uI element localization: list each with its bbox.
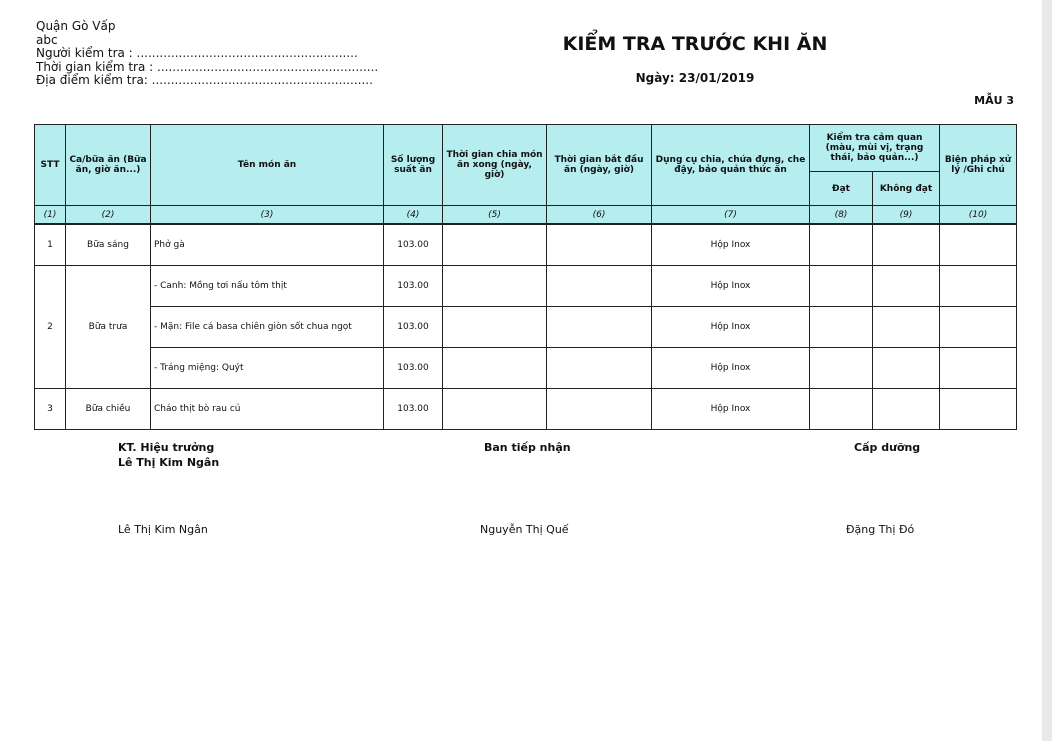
place-dots: .......................................................... (151, 73, 373, 87)
dish-cell: Phở gà (151, 224, 384, 266)
time-line (36, 61, 378, 75)
dish-cell: - Tráng miệng: Quýt (151, 348, 384, 389)
index-cell: (2) (66, 206, 151, 225)
col-pass: Đạt (810, 172, 873, 206)
index-row (35, 206, 1017, 225)
header-info (36, 20, 378, 88)
meal-cell: Bữa chiều (66, 389, 151, 430)
qty-cell: 103.00 (384, 224, 443, 266)
serve-time-cell (443, 307, 547, 348)
index-cell: (4) (384, 206, 443, 225)
meal-cell: Bữa trưa (66, 266, 151, 389)
time-dots: .......................................................... (157, 59, 379, 74)
start-time-cell (547, 307, 652, 348)
tools-cell: Hộp Inox (652, 307, 810, 348)
dish-cell: - Mặn: File cá basa chiên giòn sốt chua ngọt (151, 307, 384, 348)
col-stt: STT (35, 125, 66, 206)
index-cell: (3) (151, 206, 384, 225)
dish-cell: - Canh: Mồng tơi nấu tôm thịt (151, 266, 384, 307)
qty-cell: 103.00 (384, 348, 443, 389)
header-row-1 (35, 125, 1017, 172)
meal-cell: Bữa sáng (66, 224, 151, 266)
tools-cell: Hộp Inox (652, 348, 810, 389)
page-title: KIỂM TRA TRƯỚC KHI ĂN (562, 33, 828, 55)
fail-cell (873, 224, 940, 266)
action-cell (940, 224, 1017, 266)
start-time-cell (547, 266, 652, 307)
col-start-time: Thời gian bắt đầu ăn (ngày, giờ) (547, 125, 652, 206)
index-cell: (8) (810, 206, 873, 225)
fail-cell (873, 266, 940, 307)
fail-cell (873, 307, 940, 348)
principal-name: Lê Thị Kim Ngân (118, 523, 208, 536)
col-dish: Tên món ăn (151, 125, 384, 206)
serve-time-cell (443, 389, 547, 430)
inspector-label: Người kiểm tra : (36, 46, 133, 60)
cook-name: Đặng Thị Đó (846, 523, 915, 536)
index-cell: (7) (652, 206, 810, 225)
qty-cell: 103.00 (384, 307, 443, 348)
pass-cell (810, 266, 873, 307)
index-cell: (10) (940, 206, 1017, 225)
pass-cell (810, 307, 873, 348)
action-cell (940, 266, 1017, 307)
fail-cell (873, 348, 940, 389)
time-label: Thời gian kiểm tra : (36, 59, 154, 74)
index-cell: (1) (35, 206, 66, 225)
place-label: Địa điểm kiểm tra: (36, 73, 148, 87)
serve-time-cell (443, 348, 547, 389)
table-row (35, 348, 1017, 389)
serve-time-cell (443, 224, 547, 266)
pass-cell (810, 224, 873, 266)
fail-cell (873, 389, 940, 430)
qty-cell: 103.00 (384, 266, 443, 307)
action-cell (940, 389, 1017, 430)
receiver-title: Ban tiếp nhận (484, 441, 571, 454)
principal-subtitle: Lê Thị Kim Ngân (118, 456, 220, 469)
pass-cell (810, 389, 873, 430)
col-meal: Ca/bữa ăn (Bữa ăn, giờ ăn...) (66, 125, 151, 206)
tools-cell: Hộp Inox (652, 389, 810, 430)
col-fail: Không đạt (873, 172, 940, 206)
cook-title: Cấp dưỡng (854, 441, 921, 454)
qty-cell: 103.00 (384, 389, 443, 430)
col-serve-time: Thời gian chia món ăn xong (ngày, giờ) (443, 125, 547, 206)
start-time-cell (547, 224, 652, 266)
col-sensory: Kiểm tra cảm quan (màu, mùi vị, trạng thái, bảo quản...) (810, 125, 940, 172)
receiver-name: Nguyễn Thị Quế (480, 523, 569, 536)
principal-title: KT. Hiệu trưởng (118, 441, 215, 454)
table-row (35, 224, 1017, 266)
dish-cell: Cháo thịt bò rau củ (151, 389, 384, 430)
index-cell: (9) (873, 206, 940, 225)
tools-cell: Hộp Inox (652, 224, 810, 266)
pass-cell (810, 348, 873, 389)
stt-cell: 2 (35, 266, 66, 389)
serve-time-cell (443, 266, 547, 307)
index-cell: (6) (547, 206, 652, 225)
stt-cell: 1 (35, 224, 66, 266)
report-date: Ngày: 23/01/2019 (635, 71, 755, 85)
table-row (35, 266, 1017, 307)
district-label: Quận Gò Vấp (36, 19, 116, 33)
start-time-cell (547, 348, 652, 389)
tools-cell: Hộp Inox (652, 266, 810, 307)
table-row (35, 389, 1017, 430)
index-cell: (5) (443, 206, 547, 225)
col-tools: Dụng cụ chia, chứa đựng, che đậy, bảo quản thức ăn (652, 125, 810, 206)
place-line (36, 74, 378, 88)
action-cell (940, 348, 1017, 389)
inspector-line (36, 47, 378, 61)
inspection-table (34, 124, 1017, 430)
table-row (35, 307, 1017, 348)
page-edge (1042, 0, 1052, 741)
start-time-cell (547, 389, 652, 430)
school-label: abc (36, 32, 58, 47)
col-qty: Số lượng suất ăn (384, 125, 443, 206)
inspector-dots: .......................................................... (136, 46, 358, 60)
form-code: MẪU 3 (974, 94, 1014, 107)
action-cell (940, 307, 1017, 348)
stt-cell: 3 (35, 389, 66, 430)
col-action: Biện pháp xử lý /Ghi chú (940, 125, 1017, 206)
